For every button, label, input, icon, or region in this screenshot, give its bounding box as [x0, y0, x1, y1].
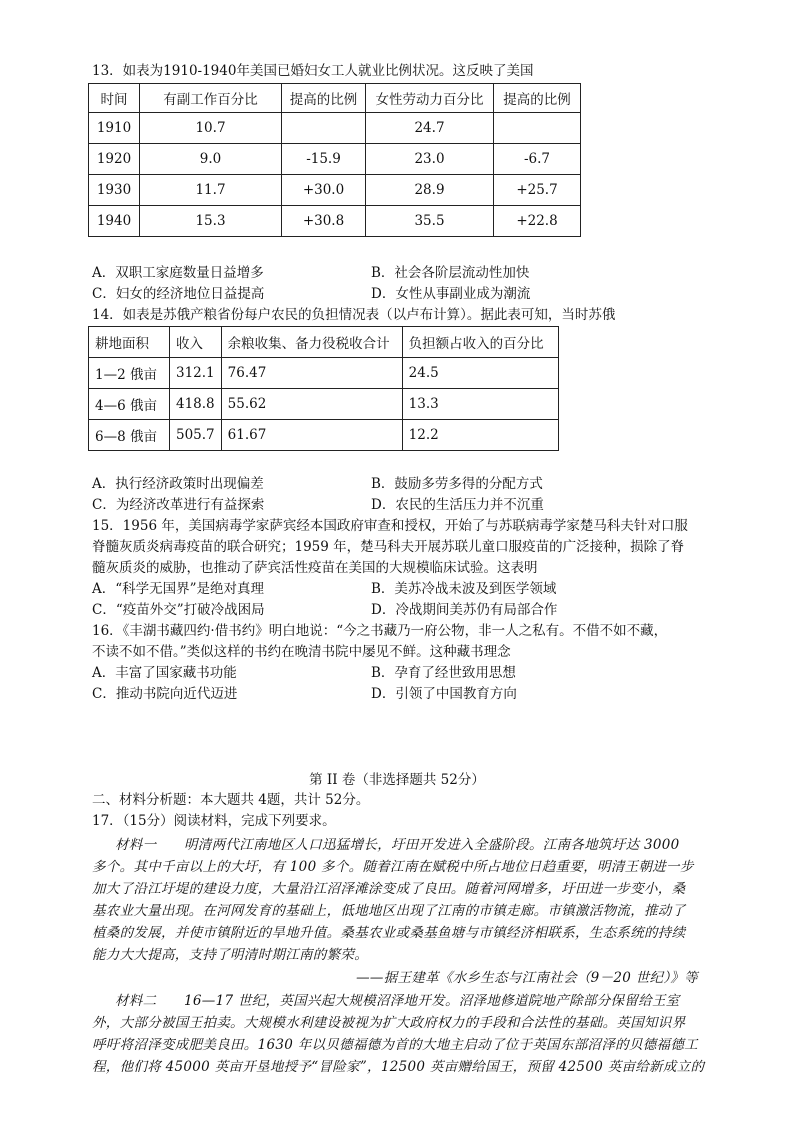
table-cell: +30.8	[282, 206, 366, 237]
q16-option-a[interactable]: A．丰富了国家藏书功能	[92, 665, 237, 681]
table-cell: 9.0	[140, 144, 282, 175]
table-row	[89, 206, 581, 237]
table-cell: 24.7	[366, 113, 494, 144]
q17-stem: 17．（15分）阅读材料，完成下列要求。	[92, 813, 336, 829]
q16-option-d[interactable]: D．引领了中国教育方向	[371, 686, 517, 702]
table-row	[89, 358, 559, 389]
table-header-cell: 收入	[170, 327, 222, 358]
material2-line-4: 程，他们将 45000 英亩开垦地授予“冒险家”，12500 英亩赠给国王，预留 42500 英亩给新成立的	[92, 1059, 705, 1075]
table-cell: 61.67	[221, 420, 402, 451]
q14-table	[88, 326, 559, 451]
material2-line-1: 材料二 16—17 世纪，英国兴起大规模沼泽地开发。沼泽地修道院地产除部分保留给王室	[115, 993, 680, 1009]
q15-option-a[interactable]: A．“科学无国界”是绝对真理	[92, 581, 265, 597]
section-heading: 二、材料分析题：本大题共 4题，共计 52分。	[92, 792, 370, 808]
table-cell: 12.2	[402, 420, 558, 451]
q13-option-d[interactable]: D．女性从事副业成为潮流	[371, 286, 531, 302]
table-cell: +30.0	[282, 175, 366, 206]
q14-stem: 14．如表是苏俄产粮省份每户农民的负担情况表（以卢布计算）。据此表可知，当时苏俄	[92, 307, 616, 323]
q14-option-d[interactable]: D．农民的生活压力并不沉重	[371, 497, 544, 513]
table-row	[89, 389, 559, 420]
table-cell: 1930	[89, 175, 140, 206]
table-cell: +22.8	[494, 206, 581, 237]
table-header-cell: 提高的比例	[494, 84, 581, 113]
table-cell	[494, 113, 581, 144]
table-header-row	[89, 84, 581, 113]
q13-option-b[interactable]: B．社会各阶层流动性加快	[371, 265, 530, 281]
table-cell: 1910	[89, 113, 140, 144]
table-header-cell: 负担额占收入的百分比	[402, 327, 558, 358]
material2-line-3: 呼吁将沼泽变成肥美良田。1630 年以贝德福德为首的大地主启动了位于英国东部沼泽的贝德福德工	[92, 1037, 698, 1053]
material1-line-1: 材料一 明清两代江南地区人口迅猛增长，圩田开发进入全盛阶段。江南各地筑圩达 3000	[115, 837, 680, 853]
q13-option-c[interactable]: C．妇女的经济地位日益提高	[92, 286, 265, 302]
table-header-cell: 提高的比例	[282, 84, 366, 113]
q15-line-3: 髓灰质炎的威胁，也推动了萨宾活性疫苗在美国的大规模临床试验。这表明	[92, 560, 538, 576]
table-row	[89, 420, 559, 451]
q15-line-1: 15．1956 年，美国病毒学家萨宾经本国政府审查和授权，开始了与苏联病毒学家楚马科夫针对口服	[92, 518, 688, 534]
material1-line-4: 基农业大量出现。在河网发育的基础上，低地地区出现了江南的市镇走廊。市镇激活物流，推动了	[92, 903, 686, 919]
material1-line-6: 能力大大提高，支持了明清时期江南的繁荣。	[92, 947, 368, 963]
material1-source: ——据王建革《水乡生态与江南社会（9－20 世纪）》等	[356, 970, 698, 986]
q15-option-d[interactable]: D．冷战期间美苏仍有局部合作	[371, 602, 558, 618]
q13-table	[88, 83, 581, 237]
table-row	[89, 175, 581, 206]
table-cell: 24.5	[402, 358, 558, 389]
table-header-cell: 有副工作百分比	[140, 84, 282, 113]
table-row	[89, 144, 581, 175]
table-cell: -6.7	[494, 144, 581, 175]
table-cell: 505.7	[170, 420, 222, 451]
table-cell: 418.8	[170, 389, 222, 420]
table-header-cell: 耕地面积	[89, 327, 170, 358]
table-cell: 15.3	[140, 206, 282, 237]
table-cell: 11.7	[140, 175, 282, 206]
table-header-cell: 余粮收集、备力役税收合计	[221, 327, 402, 358]
q16-option-b[interactable]: B．孕育了经世致用思想	[371, 665, 516, 681]
table-cell: 10.7	[140, 113, 282, 144]
q14-option-a[interactable]: A．执行经济政策时出现偏差	[92, 476, 264, 492]
q15-option-c[interactable]: C．“疫苗外交”打破冷战困局	[92, 602, 265, 618]
table-row	[89, 113, 581, 144]
q13-stem: 13．如表为1910-1940年美国已婚妇女工人就业比例状况。这反映了美国	[92, 63, 534, 79]
table-cell: -15.9	[282, 144, 366, 175]
table-cell: 13.3	[402, 389, 558, 420]
q16-line-1: 16．《丰湖书藏四约·借书约》明白地说：“今之书藏乃一府公物，非一人之私有。不借不如不藏，	[92, 623, 668, 639]
q14-option-c[interactable]: C．为经济改革进行有益探索	[92, 497, 265, 513]
table-cell: 23.0	[366, 144, 494, 175]
table-header-cell: 女性劳动力百分比	[366, 84, 494, 113]
table-header-cell: 时间	[89, 84, 140, 113]
table-cell: 4—6 俄亩	[89, 389, 170, 420]
part-2-title: 第 II 卷（非选择题共 52分）	[309, 772, 485, 788]
table-cell: 312.1	[170, 358, 222, 389]
table-cell: 1920	[89, 144, 140, 175]
table-cell: 76.47	[221, 358, 402, 389]
q16-line-2: 不读不如不借。”类似这样的书约在晚清书院中屡见不鲜。这种藏书理念	[92, 644, 511, 660]
q13-option-a[interactable]: A．双职工家庭数量日益增多	[92, 265, 264, 281]
material2-line-2: 外，大部分被国王拍卖。大规模水利建设被视为扩大政府权力的手段和合法性的基础。英国知识界	[92, 1015, 686, 1031]
table-cell: +25.7	[494, 175, 581, 206]
q16-option-c[interactable]: C．推动书院向近代迈进	[92, 686, 238, 702]
table-cell: 35.5	[366, 206, 494, 237]
table-cell: 1—2 俄亩	[89, 358, 170, 389]
table-cell	[282, 113, 366, 144]
q14-option-b[interactable]: B．鼓励多劳多得的分配方式	[371, 476, 543, 492]
table-cell: 28.9	[366, 175, 494, 206]
table-header-row	[89, 327, 559, 358]
material1-line-3: 加大了沿江圩堤的建设力度，大量沿江沼泽滩涂变成了良田。随着河网增多，圩田进一步变小，桑	[92, 881, 686, 897]
table-cell: 1940	[89, 206, 140, 237]
q15-option-b[interactable]: B．美苏冷战未波及到医学领域	[371, 581, 557, 597]
table-cell: 6—8 俄亩	[89, 420, 170, 451]
material1-line-5: 植桑的发展，并使市镇附近的旱地升值。桑基农业或桑基鱼塘与市镇经济相联系，生态系统的持续	[92, 925, 686, 941]
q15-line-2: 脊髓灰质炎病毒疫苗的联合研究；1959 年，楚马科夫开展苏联儿童口服疫苗的广泛接种，损除了脊	[92, 539, 685, 555]
table-cell: 55.62	[221, 389, 402, 420]
material1-line-2: 多个。其中千亩以上的大圩，有 100 多个。随着江南在赋税中所占地位日趋重要，明清王朝进一步	[92, 859, 694, 875]
